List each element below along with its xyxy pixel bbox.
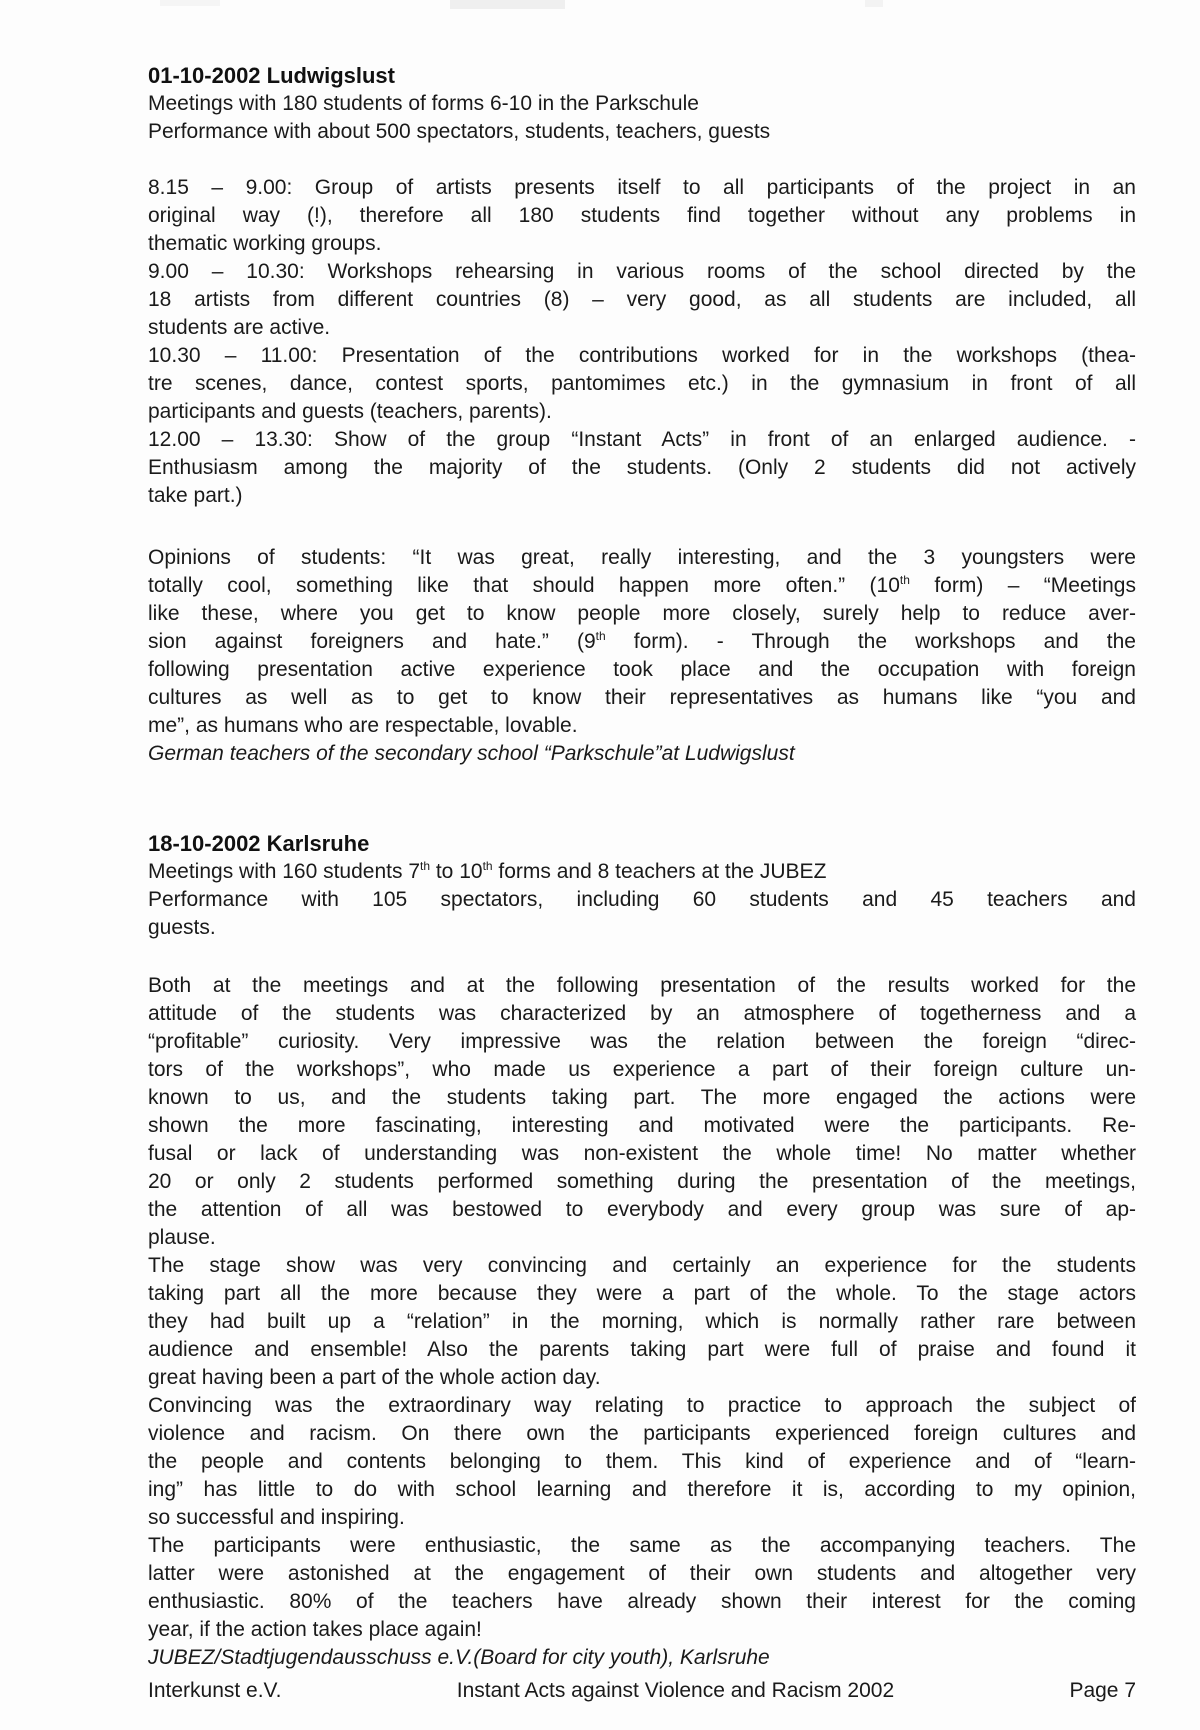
- text-line: Performance with 105 spectators, including 60 students and 45 teachers and: [148, 888, 1136, 911]
- text-line: audience and ensemble! Also the parents taking part were full of praise and found it: [148, 1338, 1136, 1361]
- ludwigslust-schedule: [148, 174, 1136, 510]
- text-line: Both at the meetings and at the following presentation of the results worked for the: [148, 974, 1136, 997]
- text-line: totally cool, something like that should happen more often.” (10th form) – “Meetings: [148, 573, 1136, 597]
- text-line: year, if the action takes place again!: [148, 1618, 482, 1641]
- text-line: shown the more fascinating, interesting and motivated were the participants. Re-: [148, 1114, 1136, 1137]
- ludwigslust-intro-performance: Performance with about 500 spectators, students, teachers, guests: [148, 120, 771, 143]
- text-line: 8.15 – 9.00: Group of artists presents itself to all participants of the project in an: [148, 176, 1136, 199]
- karlsruhe-report-block: [148, 972, 1136, 1672]
- text-line: great having been a part of the whole action day.: [148, 1366, 601, 1389]
- karlsruhe-paragraph-convincing: [148, 1392, 1136, 1532]
- text-line: attitude of the students was characterized by an atmosphere of togetherness and a: [148, 1002, 1136, 1025]
- scan-artifact: [160, 0, 220, 6]
- footer-document-title: Instant Acts against Violence and Racism 2002: [456, 1679, 895, 1702]
- text-line: thematic working groups.: [148, 232, 382, 255]
- page-footer: [148, 1678, 1136, 1704]
- text-line: take part.): [148, 484, 243, 507]
- text-line: plause.: [148, 1226, 216, 1249]
- schedule-item-1200: [148, 426, 1136, 510]
- scan-artifact: [450, 0, 565, 9]
- text-line: 20 or only 2 students performed something during the presentation of the meetings,: [148, 1170, 1136, 1193]
- text-line: Opinions of students: “It was great, really interesting, and the 3 youngsters were: [148, 546, 1136, 569]
- text-line: the attention of all was bestowed to everybody and every group was sure of ap-: [148, 1198, 1136, 1221]
- section-karlsruhe: [148, 830, 1136, 1672]
- text-line: The participants were enthusiastic, the same as the accompanying teachers. The: [148, 1534, 1136, 1557]
- section-heading-karlsruhe: 18-10-2002 Karlsruhe: [148, 831, 370, 856]
- text-line: following presentation active experience took place and the occupation with foreign: [148, 658, 1136, 681]
- text-line: Meetings with 160 students 7th to 10th forms and 8 teachers at the JUBEZ: [148, 859, 827, 883]
- text-line: known to us, and the students taking part. The more engaged the actions were: [148, 1086, 1136, 1109]
- text-line: Enthusiasm among the majority of the students. (Only 2 students did not actively: [148, 456, 1136, 479]
- text-line: ing” has little to do with school learning and therefore it is, according to my opinion,: [148, 1478, 1136, 1501]
- text-line: Convincing was the extraordinary way relating to practice to approach the subject of: [148, 1394, 1136, 1417]
- ludwigslust-intro-meetings: Meetings with 180 students of forms 6-10 in the Parkschule: [148, 92, 699, 115]
- text-line: 12.00 – 13.30: Show of the group “Instant Acts” in front of an enlarged audience. -: [148, 428, 1136, 451]
- text-line: tre scenes, dance, contest sports, pantomimes etc.) in the gymnasium in front of all: [148, 372, 1136, 395]
- karlsruhe-intro-meetings: [148, 858, 1136, 886]
- schedule-item-815: [148, 174, 1136, 258]
- text-line: the people and contents belonging to them. This kind of experience and of “learn-: [148, 1450, 1136, 1473]
- text-line: taking part all the more because they were a part of the whole. To the stage actors: [148, 1282, 1136, 1305]
- text-line: tors of the workshops”, who made us experience a part of their foreign culture un-: [148, 1058, 1136, 1081]
- text-line: latter were astonished at the engagement of their own students and altogether very: [148, 1562, 1136, 1585]
- karlsruhe-attribution: JUBEZ/Stadtjugendausschuss e.V.(Board for city youth), Karlsruhe: [148, 1646, 770, 1669]
- text-line: enthusiastic. 80% of the teachers have already shown their interest for the coming: [148, 1590, 1136, 1613]
- text-line: 9.00 – 10.30: Workshops rehearsing in various rooms of the school directed by the: [148, 260, 1136, 283]
- text-line: fusal or lack of understanding was non-existent the whole time! No matter whether: [148, 1142, 1136, 1165]
- page-content: [148, 62, 1136, 1672]
- text-line: me”, as humans who are respectable, lovable.: [148, 714, 578, 737]
- schedule-item-900: [148, 258, 1136, 342]
- footer-page-number: Page 7: [1069, 1679, 1136, 1702]
- schedule-item-1030: [148, 342, 1136, 426]
- text-line: students are active.: [148, 316, 331, 339]
- text-line: so successful and inspiring.: [148, 1506, 405, 1529]
- opinions-paragraph: [148, 544, 1136, 740]
- text-line: “profitable” curiosity. Very impressive was the relation between the foreign “direc-: [148, 1030, 1136, 1053]
- ludwigslust-opinions-block: [148, 544, 1136, 768]
- text-line: like these, where you get to know people more closely, surely help to reduce aver-: [148, 602, 1136, 625]
- karlsruhe-paragraph-meetings-presentation: [148, 972, 1136, 1252]
- karlsruhe-paragraph-participants: [148, 1532, 1136, 1644]
- text-line: participants and guests (teachers, parents).: [148, 400, 552, 423]
- text-line: they had built up a “relation” in the morning, which is normally rather rare between: [148, 1310, 1136, 1333]
- footer-organization: Interkunst e.V.: [148, 1679, 282, 1702]
- scan-artifact: [865, 0, 883, 7]
- karlsruhe-paragraph-stage-show: [148, 1252, 1136, 1392]
- karlsruhe-intro-performance: [148, 886, 1136, 942]
- text-line: original way (!), therefore all 180 students find together without any problems in: [148, 204, 1136, 227]
- text-line: sion against foreigners and hate.” (9th form). - Through the workshops and the: [148, 629, 1136, 653]
- text-line: guests.: [148, 916, 216, 939]
- text-line: cultures as well as to get to know their representatives as humans like “you and: [148, 686, 1136, 709]
- text-line: 18 artists from different countries (8) – very good, as all students are included, all: [148, 288, 1136, 311]
- text-line: 10.30 – 11.00: Presentation of the contributions worked for in the workshops (thea-: [148, 344, 1136, 367]
- section-heading-ludwigslust: 01-10-2002 Ludwigslust: [148, 63, 395, 88]
- text-line: violence and racism. On there own the participants experienced foreign cultures and: [148, 1422, 1136, 1445]
- text-line: The stage show was very convincing and certainly an experience for the students: [148, 1254, 1136, 1277]
- ludwigslust-attribution: German teachers of the secondary school “Parkschule”at Ludwigslust: [148, 742, 795, 765]
